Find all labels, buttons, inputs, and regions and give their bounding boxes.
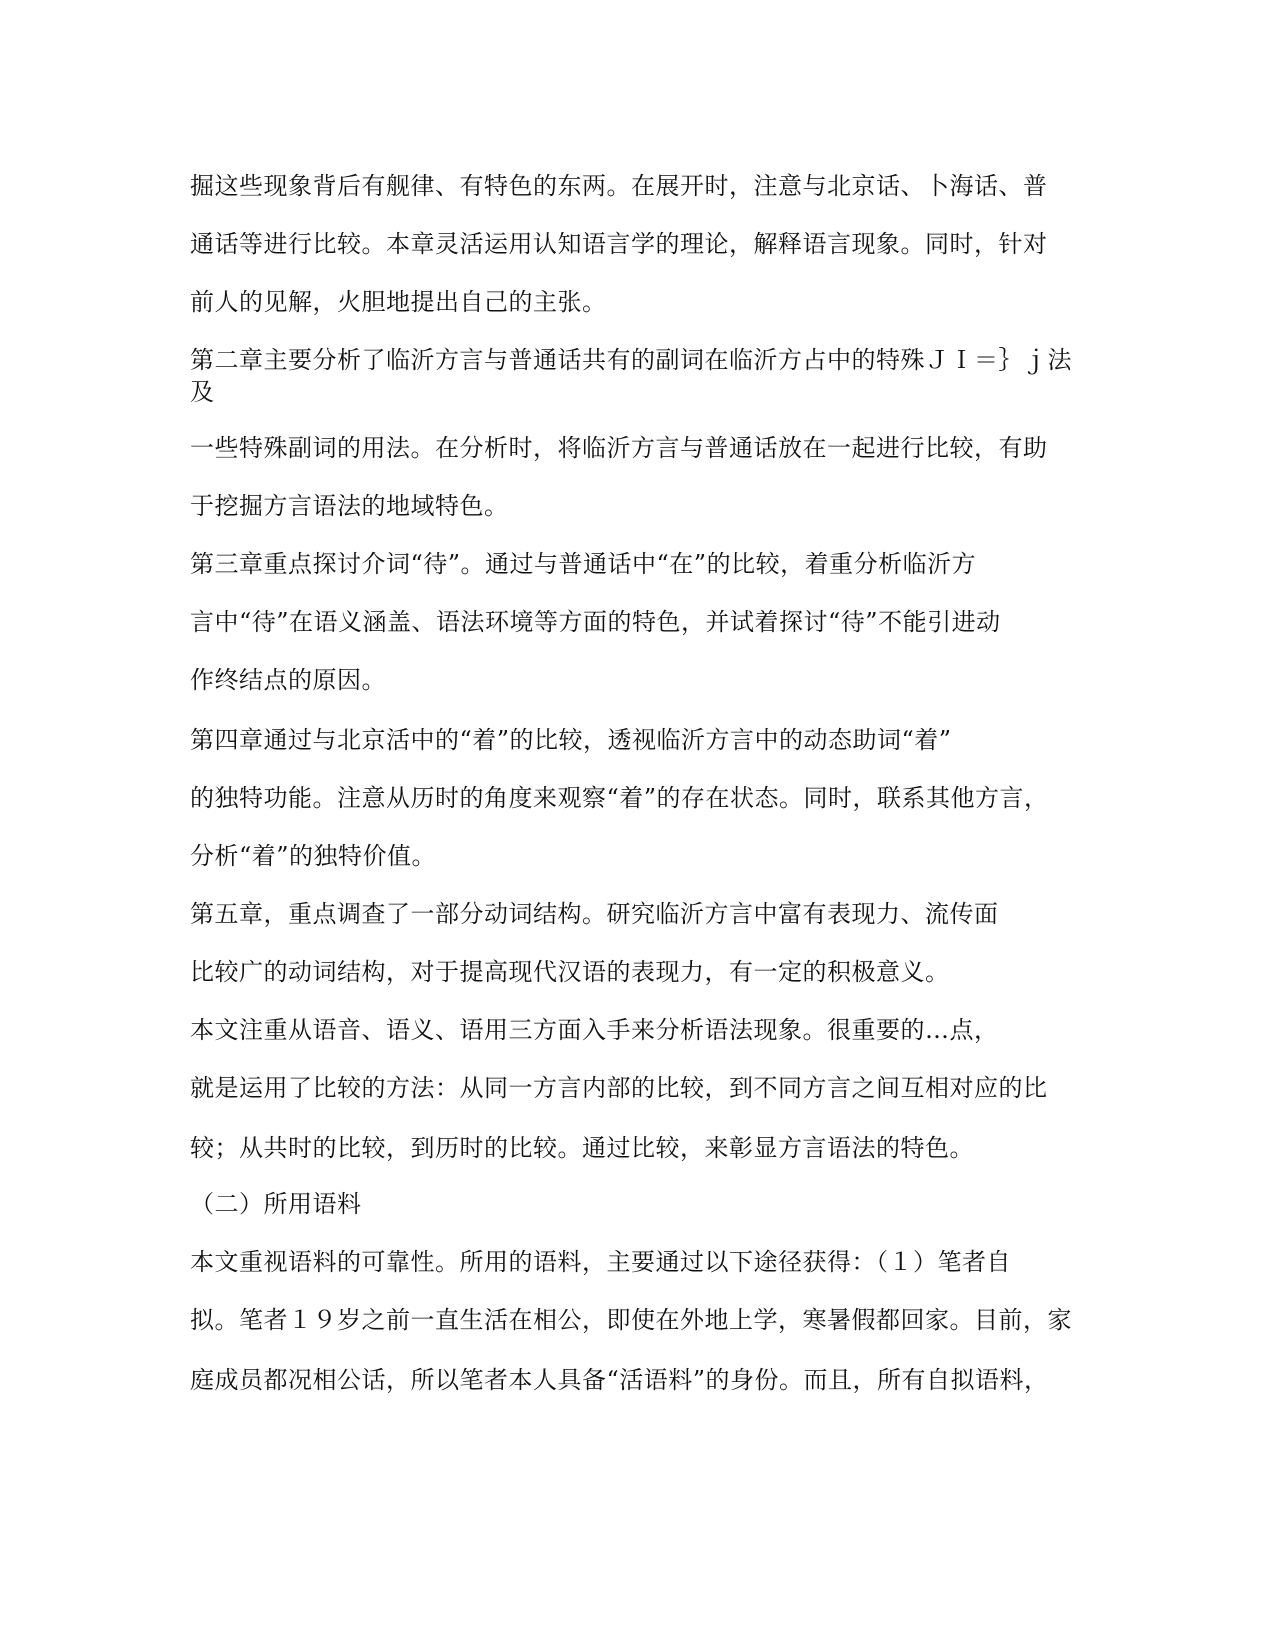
text-line: 庭成员都况相公话，所以笔者本人具备“活语料”的身份。而且，所有自拟语料，: [190, 1366, 1049, 1394]
text-line: 言中“待”在语义涵盖、语法环境等方面的特色，并试着探讨“待”不能引进动: [190, 608, 1001, 636]
text-line: 的独特功能。注意从历时的角度来观察“着”的存在状态。同时，联系其他方言，: [190, 784, 1049, 812]
text-line: 比较广的动词结构，对于提高现代汉语的表现力，有一定的积极意义。: [190, 958, 950, 986]
text-line: 于挖掘方言语法的地域特色。: [190, 492, 509, 520]
text-line: 第三章重点探讨介词“待”。通过与普通话中“在”的比较，着重分析临沂方: [190, 550, 977, 578]
text-line: 第二章主要分析了临沂方言与普通话共有的副词在临沂方占中的特殊ＪＩ＝｝ｊ法: [190, 346, 1072, 374]
text-line: 作终结点的原因。: [190, 666, 386, 694]
text-line: 较；从共时的比较，到历时的比较。通过比较，来彰显方言语法的特色。: [190, 1134, 974, 1162]
text-line: 本文重视语料的可靠性。所用的语料，主要通过以下途径获得：（１）笔者自: [190, 1248, 1011, 1276]
text-line: 第五章，重点调查了一部分动词结构。研究临沂方言中富有表现力、流传面: [190, 900, 999, 928]
text-line: 拟。笔者１９岁之前一直生活在相公，即使在外地上学，寒暑假都回家。目前，家: [190, 1306, 1072, 1334]
text-line: 掘这些现象背后有舰律、有特色的东两。在展开时，注意与北京话、卜海话、普: [190, 172, 1048, 200]
text-line: 前人的见解，火胆地提出自己的主张。: [190, 288, 607, 316]
text-line: 第四章通过与北京活中的“着”的比较，透视临沂方言中的动态助词“着”: [190, 726, 952, 754]
section-heading: （二）所用语料: [190, 1190, 362, 1218]
text-line: 通话等进行比较。本章灵活运用认知语言学的理论，解释语言现象。同时，针对: [190, 230, 1048, 258]
text-line: 一些特殊副词的用法。在分析时，将临沂方言与普通话放在一起进行比较，有助: [190, 434, 1048, 462]
text-line: 分析“着”的独特价值。: [190, 842, 437, 870]
text-line: 本文注重从语音、语义、语用三方面入手来分析语法现象。很重要的…点，: [190, 1016, 999, 1044]
text-line: 及: [190, 378, 215, 406]
text-line: 就是运用了比较的方法：从同一方言内部的比较，到不同方言之间互相对应的比: [190, 1074, 1048, 1102]
